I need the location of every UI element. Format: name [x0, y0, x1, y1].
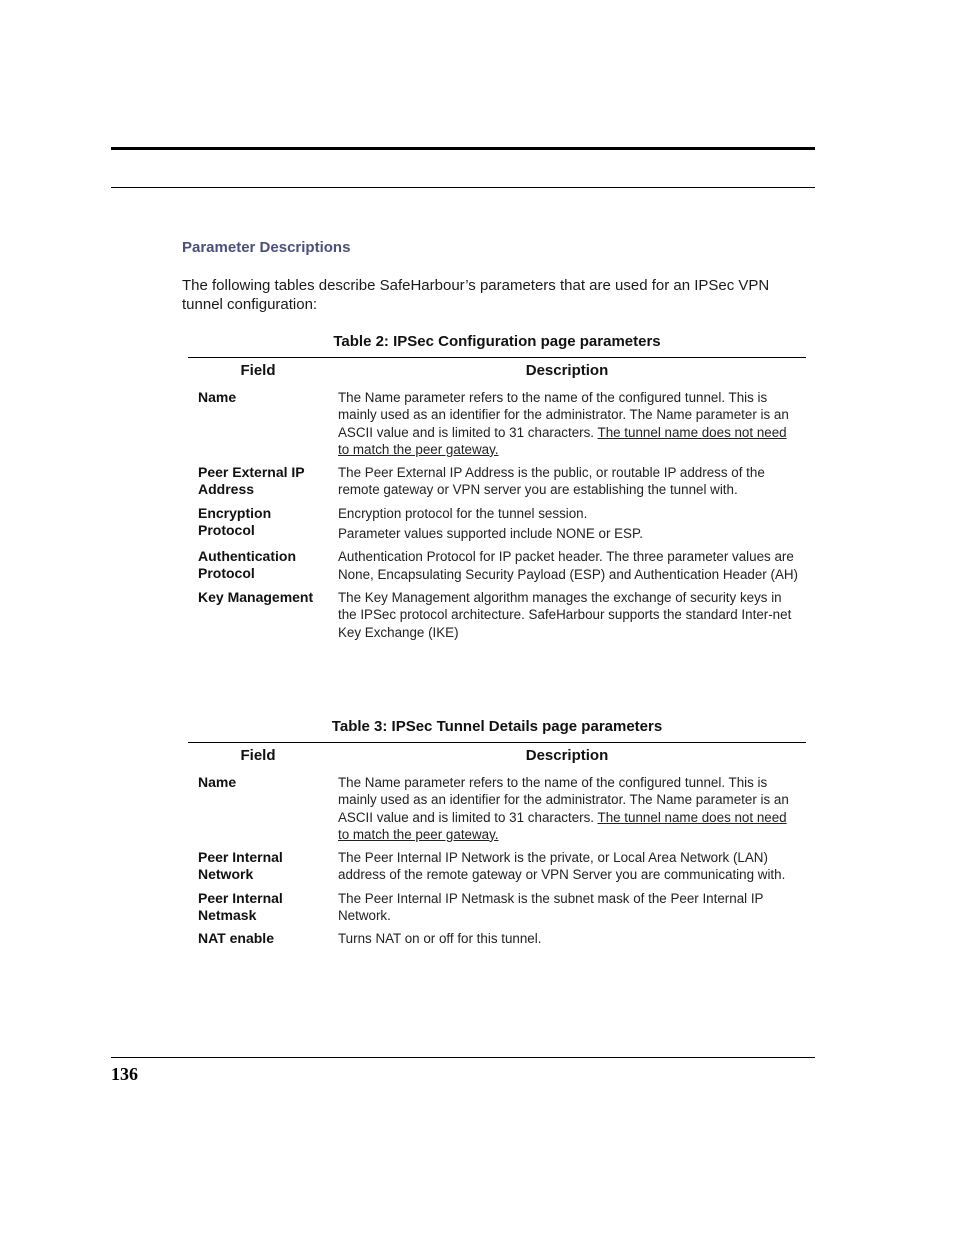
table-row: [188, 890, 806, 931]
table-row: [188, 505, 806, 549]
table-row: [188, 548, 806, 589]
header-rule-thin: [111, 187, 815, 188]
field-name: Authentication Protocol: [198, 548, 296, 582]
table-row: [188, 389, 806, 464]
field-name: Key Management: [198, 588, 314, 605]
table2-top-rule: [188, 357, 806, 358]
field-name: Encryption Protocol: [198, 504, 272, 538]
underlined-note: The tunnel name does not need to match the peer gateway.: [338, 809, 787, 842]
header-rule-thick: [111, 147, 815, 150]
footer-rule: [111, 1057, 815, 1058]
field-description: [328, 505, 806, 549]
page-number: 136: [111, 1064, 138, 1084]
table-row: [188, 589, 806, 647]
section-heading: Parameter Descriptions: [182, 239, 351, 256]
table3-header-field: Field: [240, 747, 276, 764]
field-description: Authentication Protocol for IP packet header. The three parameter values are None, Encapsulating Security Payload (ESP) and Authentication Header (AH): [338, 549, 799, 582]
field-description: The Peer External IP Address is the public, or routable IP address of the remote gateway or VPN server you are establishing the tunnel with.: [338, 465, 765, 498]
field-description: The Key Management algorithm manages the exchange of security keys in the IPSec protocol architecture. SafeHarbour supports the standard Inter-net Key Exchange (IKE): [338, 589, 792, 640]
field-name: Peer Internal Network: [198, 849, 283, 883]
table-row: [188, 464, 806, 505]
description-text: Encryption protocol for the tunnel session.: [338, 505, 588, 521]
field-name: NAT enable: [198, 930, 274, 947]
intro-paragraph: The following tables describe SafeHarbour’s parameters that are used for an IPSec VPN tunnel configuration:: [182, 277, 770, 313]
table3-header-row: [188, 747, 806, 774]
table2-caption: Table 2: IPSec Configuration page parameters: [333, 333, 661, 350]
field-description: The Peer Internal IP Network is the private, or Local Area Network (LAN) address of the remote gateway or VPN Server you are communicating with.: [338, 850, 786, 883]
field-description: The Peer Internal IP Netmask is the subnet mask of the Peer Internal IP Network.: [338, 890, 764, 924]
description-text: The Name parameter refers to the name of the configured tunnel. This is mainly used as an identifier for the administrator. The Name parameter is an ASCII value and is limited to 31 characters.: [338, 390, 789, 440]
table3-header-description: Description: [525, 747, 609, 764]
table-row: [188, 849, 806, 890]
field-description: [328, 774, 806, 849]
field-name: Peer External IP Address: [198, 464, 305, 498]
table3-top-rule: [188, 742, 806, 743]
field-description: Turns NAT on or off for this tunnel.: [338, 931, 542, 947]
table-row: [188, 930, 806, 953]
table-row: [188, 774, 806, 849]
table2-header-field: Field: [240, 362, 276, 379]
field-name: Name: [198, 389, 237, 405]
table3-caption: Table 3: IPSec Tunnel Details page parameters: [331, 718, 663, 735]
table2-header-description: Description: [525, 362, 609, 379]
description-text: The Name parameter refers to the name of the configured tunnel. This is mainly used as an identifier for the administrator. The Name parameter is an ASCII value and is limited to 31 characters.: [338, 775, 789, 825]
field-description: [328, 389, 806, 464]
table2-header-row: [188, 362, 806, 389]
field-name: Peer Internal Netmask: [198, 889, 283, 923]
field-name: Name: [198, 774, 237, 790]
description-text-2: Parameter values supported include NONE or ESP.: [338, 526, 643, 542]
table2: [188, 362, 806, 647]
table3: [188, 747, 806, 954]
underlined-note: The tunnel name does not need to match the peer gateway.: [338, 424, 787, 457]
